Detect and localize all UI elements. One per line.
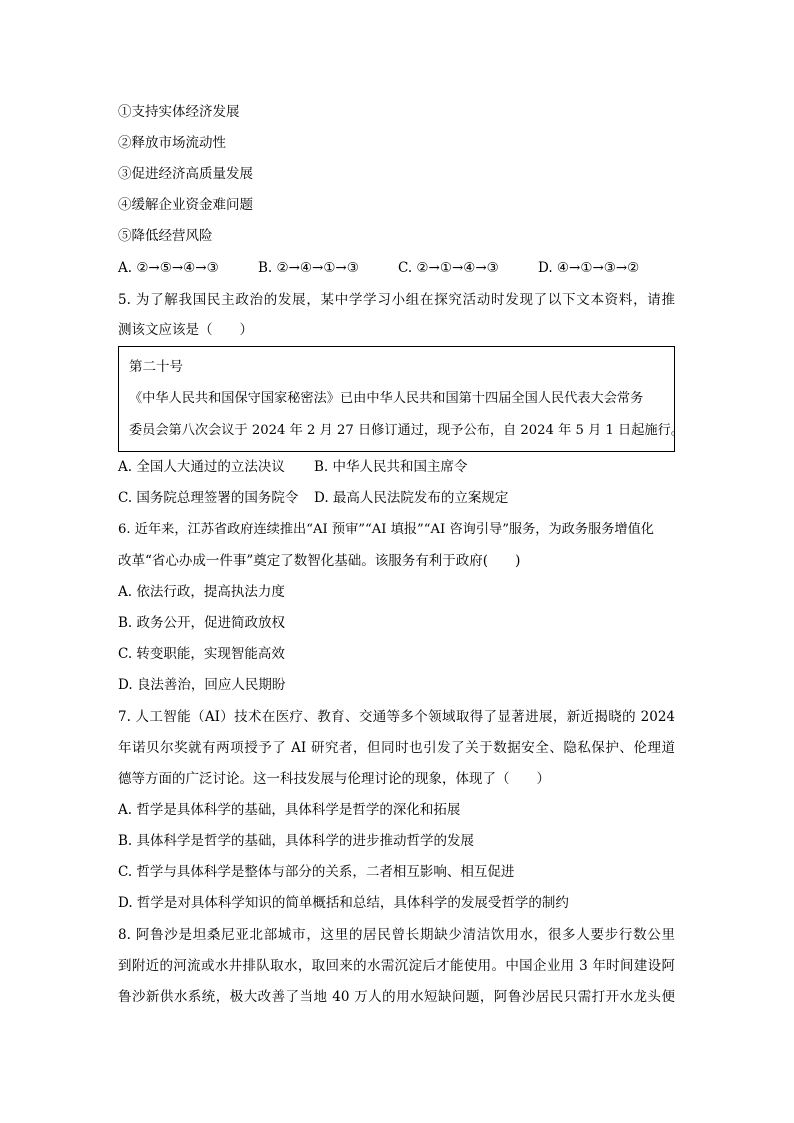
q6-option-b: B. 政务公开，促进简政放权 [118, 615, 286, 631]
q7-option-d: D. 哲学是对具体科学知识的简单概括和总结，具体科学的发展受哲学的制约 [118, 895, 569, 911]
q5-options-row-1 [118, 457, 468, 477]
q7-option-a: A. 哲学是具体科学的基础，具体科学是哲学的深化和拓展 [118, 802, 461, 818]
q5-option-c: C. 国务院总理签署的国务院令 [118, 490, 299, 506]
q4-option-d: D. ④→①→③→② [538, 260, 640, 276]
q5-document-box [118, 346, 684, 452]
q4-item-5: ⑤降低经营风险 [118, 228, 213, 244]
q7-stem-line-2: 年诺贝尔奖就有两项授予了 AI 研究者，但同时也引发了关于数据安全、隐私保护、伦理道 [118, 740, 675, 756]
q4-option-c: C. ②→①→④→③ [398, 260, 499, 276]
q5-option-a: A. 全国人大通过的立法决议 [118, 459, 285, 475]
q5-box-line-2: 委员会第八次会议于 2024 年 2 月 27 日修订通过，现予公布，自 2024 年 5 月 1 日起施行。 [129, 423, 684, 438]
q5-stem-line-1: 5. 为了解我国民主政治的发展，某中学学习小组在探究活动时发现了以下文本资料，请推 [118, 292, 675, 308]
q6-stem-line-2: 改革“省心办成一件事”奠定了数智化基础。该服务有利于政府( ) [118, 553, 521, 569]
q4-option-a: A. ②→⑤→④→③ [118, 260, 219, 276]
q4-option-b: B. ②→④→①→③ [258, 260, 359, 276]
q5-box-line-1: 《中华人民共和国保守国家秘密法》已由中华人民共和国第十四届全国人民代表大会常务 [129, 391, 644, 406]
q4-item-1: ①支持实体经济发展 [118, 104, 240, 120]
q4-options [118, 258, 639, 278]
q6-stem-line-1: 6. 近年来，江苏省政府连续推出“AI 预审”“AI 填报”“AI 咨询引导”服务，为政务服务增值化 [118, 522, 654, 537]
q5-option-b: B. 中华人民共和国主席令 [314, 459, 468, 475]
q5-option-d: D. 最高人民法院发布的立案规定 [314, 490, 509, 506]
q8-stem-line-1: 8. 阿鲁沙是坦桑尼亚北部城市，这里的居民曾长期缺少清洁饮用水，很多人要步行数公里 [118, 927, 675, 943]
q5-stem-line-2: 测该文应该是（ ） [118, 322, 253, 338]
q5-box-title: 第二十号 [129, 359, 183, 375]
q4-item-4: ④缓解企业资金难问题 [118, 197, 253, 213]
q8-stem-line-2: 到附近的河流或水井排队取水，取回来的水需沉淀后才能使用。中国企业用 3 年时间建设阿 [118, 958, 675, 974]
q7-stem-line-1: 7. 人工智能（AI）技术在医疗、教育、交通等多个领域取得了显著进展，新近揭晓的 2024 [118, 709, 675, 725]
q4-item-2: ②释放市场流动性 [118, 135, 226, 151]
q6-option-d: D. 良法善治，回应人民期盼 [118, 677, 286, 693]
q6-option-c: C. 转变职能，实现智能高效 [118, 646, 285, 662]
q7-option-b: B. 具体科学是哲学的基础，具体科学的进步推动哲学的发展 [118, 833, 475, 849]
q7-option-c: C. 哲学与具体科学是整体与部分的关系，二者相互影响、相互促进 [118, 864, 515, 880]
q4-item-3: ③促进经济高质量发展 [118, 166, 253, 182]
q7-stem-line-3: 德等方面的广泛讨论。这一科技发展与伦理讨论的现象，体现了（ ） [118, 771, 550, 787]
q6-option-a: A. 依法行政，提高执法力度 [118, 584, 285, 600]
q5-options-row-2 [118, 488, 508, 508]
q8-stem-line-3: 鲁沙新供水系统，极大改善了当地 40 万人的用水短缺问题，阿鲁沙居民只需打开水龙头便 [118, 989, 675, 1005]
